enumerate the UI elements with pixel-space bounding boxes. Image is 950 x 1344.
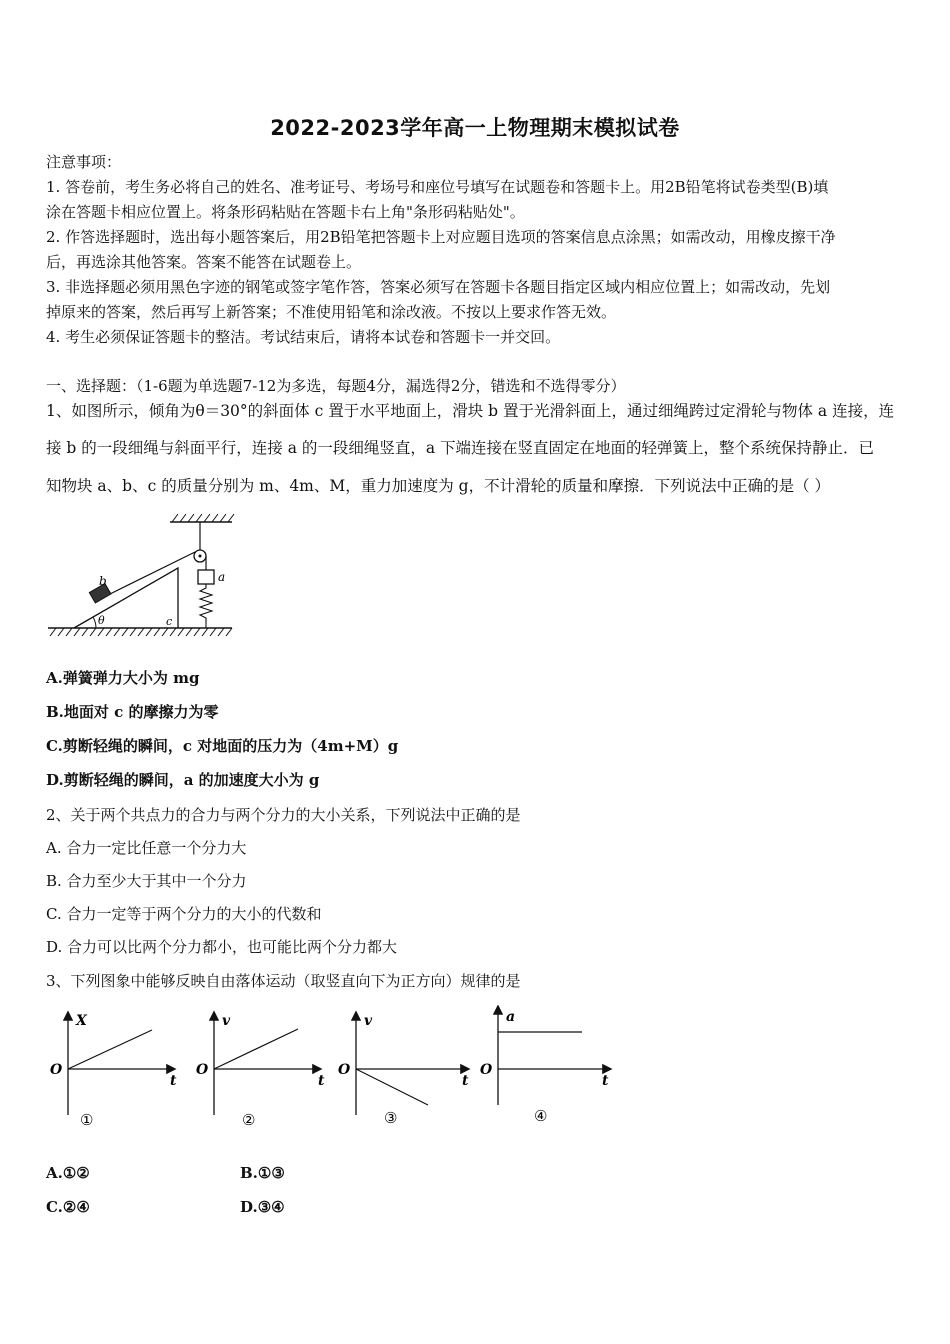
axis-y-label: a: [506, 1009, 516, 1025]
question-1-line: 接 b 的一段细绳与斜面平行，连接 a 的一段细绳竖直，a 下端连接在竖直固定在地面的轻弹簧上，整个系统保持静止．已: [46, 439, 875, 457]
section-heading: 一、选择题：（1-6题为单选题7-12为多选，每题4分，漏选得2分，错选和不选得零分）: [46, 377, 626, 395]
option-c: C.剪断轻绳的瞬间，c 对地面的压力为（4m+M）g: [46, 737, 399, 755]
notice-line: 4. 考生必须保证答题卡的整洁。考试结束后，请将本试卷和答题卡一并交回。: [46, 328, 561, 346]
question-3-stem: 3、下列图象中能够反映自由落体运动（取竖直向下为正方向）规律的是: [46, 972, 521, 990]
origin-label: O: [338, 1062, 351, 1078]
option-a: A.①②: [46, 1164, 90, 1182]
option-b: B.①③: [240, 1164, 285, 1182]
origin-label: O: [50, 1062, 63, 1078]
option-b: B. 合力至少大于其中一个分力: [46, 872, 247, 890]
notice-line: 1. 答卷前，考生务必将自己的姓名、准考证号、考场号和座位号填写在试题卷和答题卡上。用2B铅笔将试卷类型(B)填: [46, 178, 829, 196]
axis-x-label: t: [602, 1073, 609, 1089]
option-c: C.②④: [46, 1198, 90, 1216]
question-1-line: 1、如图所示，倾角为θ＝30°的斜面体 c 置于水平地面上，滑块 b 置于光滑斜面上，通过细绳跨过定滑轮与物体 a 连接，连: [46, 402, 895, 420]
notice-line: 2. 作答选择题时，选出每小题答案后，用2B铅笔把答题卡上对应题目选项的答案信息点涂黑；如需改动，用橡皮擦干净: [46, 228, 836, 246]
label-theta: θ: [98, 614, 105, 627]
option-a: A.弹簧弹力大小为 mg: [46, 669, 200, 687]
incline-pulley-figure: [40, 510, 240, 640]
axis-y-label: X: [76, 1013, 87, 1029]
axis-x-label: t: [462, 1073, 469, 1089]
notice-heading: 注意事项：: [46, 153, 122, 171]
question-2-stem: 2、关于两个共点力的合力与两个分力的大小关系，下列说法中正确的是: [46, 806, 521, 824]
page-title: 2022-2023学年高一上物理期末模拟试卷: [270, 116, 680, 140]
question-1-line: 知物块 a、b、c 的质量分别为 m、4m、M，重力加速度为 g，不计滑轮的质量和摩擦．下列说法中正确的是（ ）: [46, 477, 831, 495]
axis-x-label: t: [170, 1073, 177, 1089]
option-d: D.剪断轻绳的瞬间，a 的加速度大小为 g: [46, 771, 320, 789]
option-d: D.③④: [240, 1198, 285, 1216]
origin-label: O: [480, 1062, 493, 1078]
label-c: c: [166, 615, 173, 628]
option-b: B.地面对 c 的摩擦力为零: [46, 703, 219, 721]
graph-caption: ①: [80, 1111, 94, 1129]
label-b: b: [99, 574, 107, 588]
option-d: D. 合力可以比两个分力都小，也可能比两个分力都大: [46, 938, 398, 956]
option-a: A. 合力一定比任意一个分力大: [46, 839, 247, 857]
graph-caption: ③: [384, 1109, 398, 1127]
label-a: a: [218, 570, 226, 584]
axis-y-label: v: [222, 1013, 231, 1029]
option-c: C. 合力一定等于两个分力的大小的代数和: [46, 905, 322, 923]
graph-4: [478, 1005, 618, 1135]
notice-line: 后，再选涂其他答案。答案不能答在试题卷上。: [46, 253, 362, 271]
notice-line: 3. 非选择题必须用黑色字迹的钢笔或签字笔作答，答案必须写在答题卡各题目指定区域内相应位置上；如需改动，先划: [46, 278, 831, 296]
graph-2: [192, 1005, 332, 1135]
graph-caption: ②: [242, 1111, 256, 1129]
axis-y-label: v: [364, 1013, 373, 1029]
notice-line: 掉原来的答案，然后再写上新答案；不准使用铅笔和涂改液。不按以上要求作答无效。: [46, 303, 617, 321]
notice-line: 涂在答题卡相应位置上。将条形码粘贴在答题卡右上角"条形码粘贴处"。: [46, 203, 525, 221]
origin-label: O: [196, 1062, 209, 1078]
graph-caption: ④: [534, 1107, 548, 1125]
graph-3: [334, 1005, 474, 1135]
graph-1: [44, 1005, 184, 1135]
axis-x-label: t: [318, 1073, 325, 1089]
